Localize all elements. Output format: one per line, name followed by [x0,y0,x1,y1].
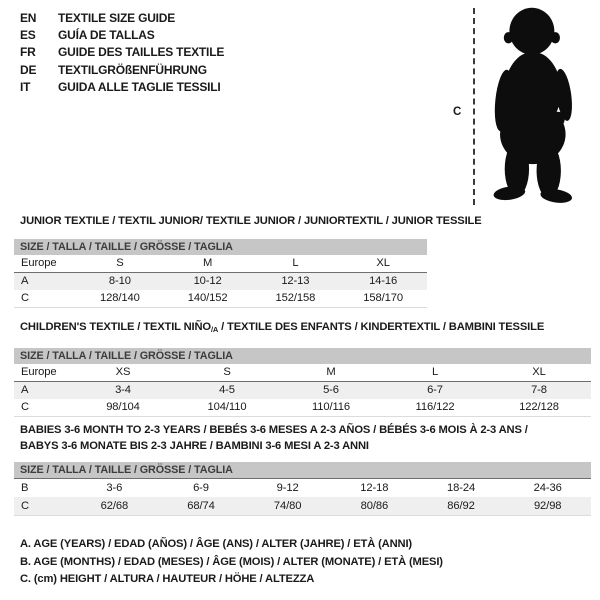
size-cell: XL [532,366,546,378]
size-cell: 14-16 [369,275,398,287]
height-measure-dashed-line [473,8,475,205]
babies-table-title [20,423,528,454]
row-label: C [21,292,29,304]
title-line-1: BABIES 3-6 MONTH TO 2-3 YEARS / BEBÉS 3-6 MESES A 2-3 AÑOS / BÉBÉS 3-6 MOIS À 2-3 ANS / [20,424,528,436]
childrens-size-table [14,348,591,417]
lang-code: FR [20,45,36,60]
row-label: A [21,384,29,396]
note-b: B. AGE (MONTHS) / EDAD (MESES) / ÂGE (MOIS) / ALTER (MONATE) / ETÀ (MESI) [20,555,443,568]
lang-row-de [20,61,224,78]
table-row-b [14,479,591,497]
note-c: C. (cm) HEIGHT / ALTURA / HAUTEUR / HÖHE / ALTEZZA [20,573,315,585]
size-header-bar: SIZE / TALLA / TAILLE / GRÖSSE / TAGLIA [14,348,591,364]
row-label: C [21,500,29,512]
size-cell: 5-6 [323,384,339,396]
title-subscript: /A [210,325,219,334]
size-cell: 158/170 [363,292,403,304]
note-a: A. AGE (YEARS) / EDAD (AÑOS) / ÂGE (ANS) / ALTER (JAHRE) / ETÀ (ANNI) [20,538,412,550]
size-cell: 6-7 [427,384,443,396]
size-cell: S [223,366,231,378]
size-cell: XL [376,257,390,269]
row-label: Europe [21,257,57,269]
size-cell: 4-5 [219,384,235,396]
size-cell: 12-13 [281,275,310,287]
size-cell: 104/110 [207,401,247,413]
table-row-europe [14,364,591,382]
babies-size-table [14,462,591,516]
size-cell: 110/116 [311,401,351,413]
size-cell: 18-24 [446,482,476,494]
table-row-c [14,497,591,516]
lang-code: DE [20,62,37,77]
size-cell: 128/140 [100,292,140,304]
row-label: A [21,275,29,287]
legend-notes [20,536,443,589]
size-cell: 86/92 [447,500,475,512]
size-cell: 9-12 [276,482,299,494]
row-label: C [21,401,29,413]
size-header-bar: SIZE / TALLA / TAILLE / GRÖSSE / TAGLIA [14,239,427,255]
lang-label: GUIDA ALLE TAGLIE TESSILI [58,80,221,95]
size-cell: S [116,257,124,269]
size-cell: 122/128 [519,401,559,413]
size-cell: L [431,366,439,378]
lang-row-es [20,26,224,43]
size-cell: 12-18 [360,482,389,494]
size-cell: XS [115,366,131,378]
junior-size-table [14,239,427,308]
size-cell: 10-12 [193,275,222,287]
baby-silhouette-icon [483,5,577,211]
title-line-2: BABYS 3-6 MONATE BIS 2-3 JAHRE / BAMBINI 3-6 MESI A 2-3 ANNI [20,439,369,452]
size-cell: L [292,257,299,269]
language-list [20,9,224,96]
size-cell: 152/158 [275,292,316,304]
size-cell: 8-10 [108,275,131,287]
size-cell: M [326,366,336,378]
size-cell: 6-9 [193,482,209,494]
size-cell: M [203,257,213,269]
lang-row-fr [20,44,224,61]
size-cell: 116/122 [415,401,455,413]
size-cell: 3-6 [106,482,123,494]
size-cell: 80/86 [360,500,389,512]
table-row-europe [14,255,427,273]
size-cell: 92/98 [533,500,562,512]
childrens-table-title [20,320,544,338]
size-cell: 98/104 [106,401,140,413]
lang-row-it [20,79,224,96]
lang-label: TEXTILE SIZE GUIDE [58,10,176,25]
lang-label: GUÍA DE TALLAS [58,28,155,43]
row-label: Europe [21,366,57,378]
table-row-c [14,290,427,308]
lang-code: ES [20,28,36,43]
size-cell: 74/80 [273,500,302,512]
junior-table-title: JUNIOR TEXTILE / TEXTIL JUNIOR/ TEXTILE JUNIOR / JUNIORTEXTIL / JUNIOR TESSILE [20,215,482,227]
size-cell: 7-8 [531,384,547,396]
size-cell: 62/68 [100,500,129,512]
table-row-c [14,399,591,417]
size-cell: 24-36 [533,482,562,494]
size-header-bar: SIZE / TALLA / TAILLE / GRÖSSE / TAGLIA [14,462,591,479]
title-part: CHILDREN'S TEXTILE / TEXTIL NIÑO [20,321,211,333]
lang-code: EN [20,10,37,25]
row-label: B [21,482,29,494]
table-row-a [14,273,427,290]
measure-c-label: C [453,106,462,118]
lang-label: TEXTILGRÖßENFÜHRUNG [58,62,207,77]
lang-code: IT [20,80,31,95]
title-part: / TEXTILE DES ENFANTS / KINDERTEXTIL / BAMBINI TESSILE [218,321,545,333]
size-cell: 68/74 [187,500,215,512]
lang-row-en [20,9,224,26]
table-row-a [14,382,591,399]
size-cell: 3-4 [115,384,131,396]
size-cell: 140/152 [187,292,228,304]
lang-label: GUIDE DES TAILLES TEXTILE [58,45,225,60]
